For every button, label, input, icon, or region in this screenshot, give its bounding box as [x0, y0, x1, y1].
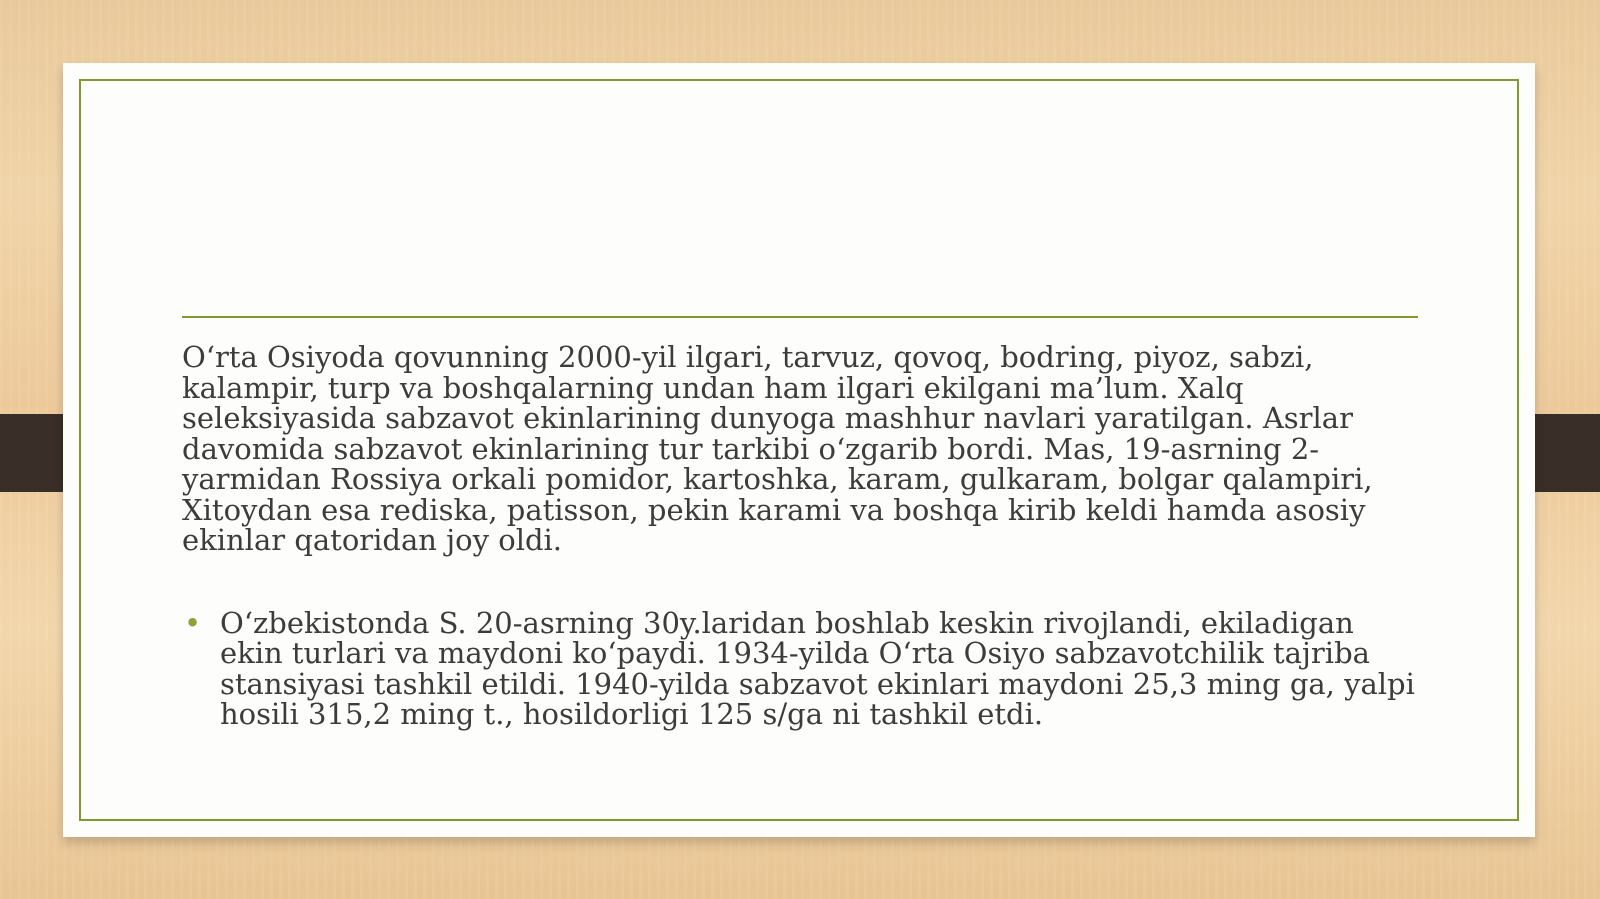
title-divider-line — [182, 316, 1418, 318]
bullet-list — [182, 605, 1422, 731]
body-paragraph: O‘rta Osiyoda qovunning 2000-yil ilgari, tarvuz, qovoq, bodring, piyoz, sabzi, kalampir, turp va boshqalarning undan ham ilgari ekilgani ma’lum. Xalq seleksiyasida sabzavot ekinlarining dunyoga mashhur navlari yaratilgan. Asrlar davomida sabzavot ekinlarining tur tarkibi o‘zgarib bordi. Mas, 19-asrning 2-yarmidan Rossiya orkali pomidor, kartoshka, karam, gulkaram, bolgar qalampiri, Xitoydan esa rediska, patisson, pekin karami va boshqa kirib keldi hamda asosiy ekinlar qatoridan joy oldi. — [182, 340, 1373, 557]
bullet-item — [182, 605, 1422, 731]
bullet-text: O‘zbekistonda S. 20-asrning 30y.laridan boshlab keskin rivojlandi, ekiladigan ekin turlari va maydoni ko‘paydi. 1934-yilda O‘rta Osiyo sabzavotchilik tajriba stansiyasi tashkil etildi. 1940-yilda sabzavot ekinlari maydoni 25,3 ming ga, yalpi hosili 315,2 ming t., hosildorligi 125 s/ga ni tashkil etdi. — [220, 605, 1415, 731]
slide-body — [182, 342, 1422, 730]
bullet-icon: • — [184, 605, 202, 640]
